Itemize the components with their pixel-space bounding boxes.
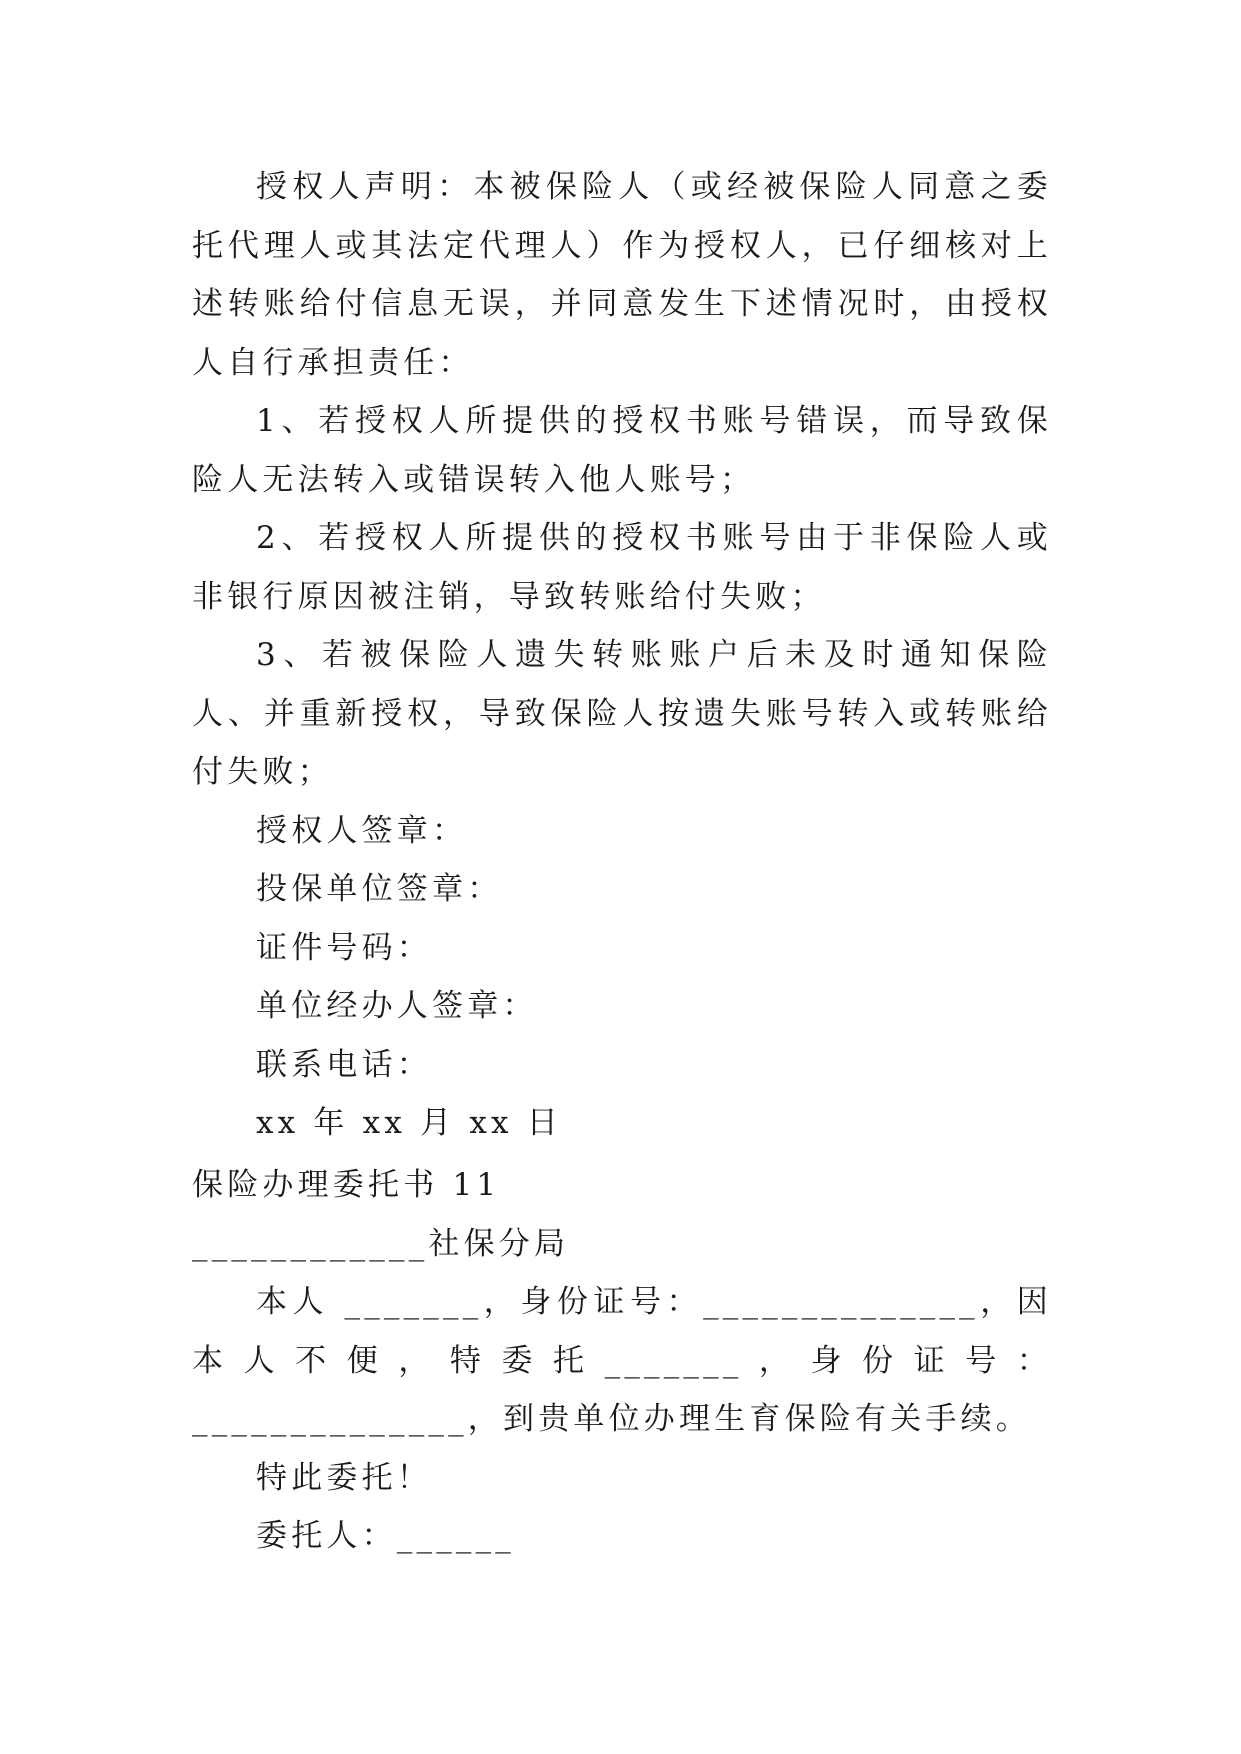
signature-authorizer: 授权人签章： <box>256 812 468 849</box>
declaration-item-1: 1、若授权人所提供的授权书账号错误，而导致保险人无法转入或错误转入他人账号； <box>192 403 1052 498</box>
declaration-item-2: 2、若授权人所提供的授权书账号由于非保险人或非银行原因被注销，导致转账给付失败； <box>192 520 1052 615</box>
signature-unit-agent: 单位经办人签章： <box>256 988 538 1024</box>
signature-phone: 联系电话： <box>256 1046 432 1083</box>
declaration-date: xx 年 xx 月 xx 日 <box>256 1105 562 1141</box>
declaration-intro: 授权人声明：本被保险人（或经被保险人同意之委托代理人或其法定代理人）作为授权人，已仔细核对上述转账给付信息无误，并同意发生下述情况时，由授权人自行承担责任： <box>192 169 1052 381</box>
letter-section <box>192 1156 1052 1566</box>
letter-addressee: ____________社保分局 <box>192 1225 570 1262</box>
declaration-item-3: 3、若被保险人遗失转账账户后未及时通知保险人、并重新授权，导致保险人按遗失账号转入或转账给付失败； <box>192 637 1052 790</box>
letter-body: 本人 _______，身份证号：______________，因本人不便，特委托_______，身份证号：______________，到贵单位办理生育保险有关手续。 <box>192 1284 1052 1437</box>
letter-principal: 委托人：______ <box>256 1518 515 1554</box>
signature-insured-unit: 投保单位签章： <box>256 871 503 907</box>
signature-id-number: 证件号码： <box>256 929 432 966</box>
letter-title: 保险办理委托书 11 <box>192 1167 501 1203</box>
letter-closing: 特此委托！ <box>256 1459 432 1496</box>
declaration-section <box>192 158 1052 1153</box>
